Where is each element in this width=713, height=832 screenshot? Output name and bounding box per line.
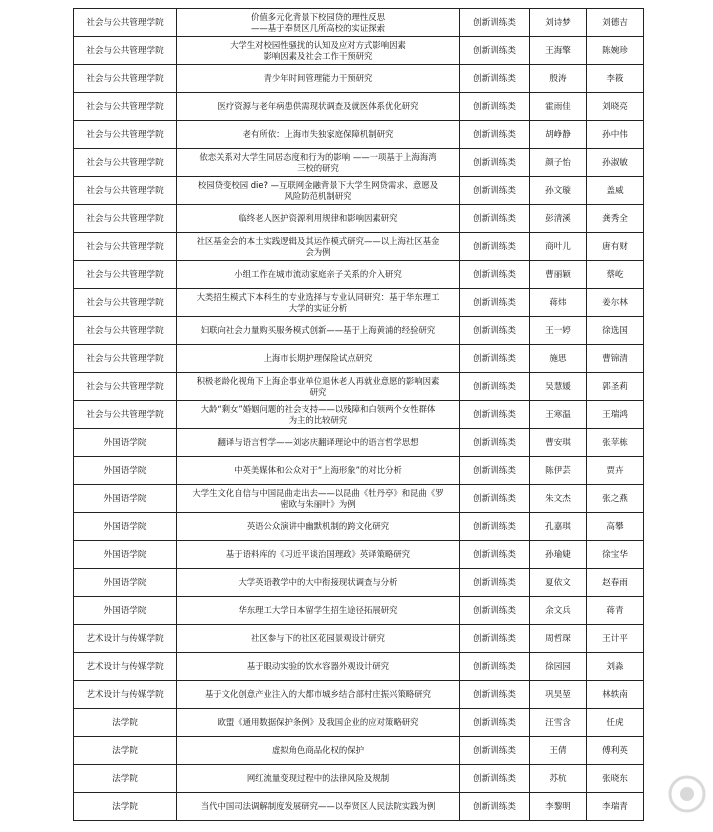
cell-topic: 妇联向社会力量购买服务模式创新——基于上海黄浦的经验研究 <box>177 317 460 345</box>
cell-type: 创新训练类 <box>460 709 530 737</box>
table-row <box>74 681 644 709</box>
cell-advisor: 李瑞青 <box>587 793 644 821</box>
table-row <box>74 569 644 597</box>
table-row <box>74 289 644 317</box>
cell-college: 外国语学院 <box>74 429 177 457</box>
cell-topic: 临终老人医护资源利用规律和影响因素研究 <box>177 205 460 233</box>
cell-type: 创新训练类 <box>460 541 530 569</box>
cell-type: 创新训练类 <box>460 569 530 597</box>
cell-college: 社会与公共管理学院 <box>74 401 177 429</box>
cell-type: 创新训练类 <box>460 65 530 93</box>
cell-type: 创新训练类 <box>460 765 530 793</box>
cell-topic: 当代中国司法调解制度发展研究——以奉贤区人民法院实践为例 <box>177 793 460 821</box>
cell-topic: 虚拟角色商品化权的保护 <box>177 737 460 765</box>
cell-type: 创新训练类 <box>460 93 530 121</box>
cell-type: 创新训练类 <box>460 345 530 373</box>
cell-advisor: 曹锦清 <box>587 345 644 373</box>
cell-topic: 积极老龄化视角下上海企事业单位退休老人再就业意愿的影响因素 研究 <box>177 373 460 401</box>
cell-type: 创新训练类 <box>460 429 530 457</box>
cell-leader: 孙文璇 <box>530 177 587 205</box>
cell-advisor: 陈婉珍 <box>587 37 644 65</box>
cell-college: 艺术设计与传媒学院 <box>74 625 177 653</box>
table-row <box>74 345 644 373</box>
cell-type: 创新训练类 <box>460 597 530 625</box>
cell-topic: 基于眼动实验的饮水容器外观设计研究 <box>177 653 460 681</box>
cell-topic: 大龄“剩女”婚姻问题的社会支持——以残障和白领两个女性群体 为主的比较研究 <box>177 401 460 429</box>
cell-leader: 王海擎 <box>530 37 587 65</box>
cell-type: 创新训练类 <box>460 9 530 37</box>
cell-topic: 校园贷变校园 die? —互联网金融背景下大学生网贷需求、意愿及 风险防范机制研究 <box>177 177 460 205</box>
watermark-icon <box>667 774 707 814</box>
cell-topic: 大学生对校园性骚扰的认知及应对方式影响因素 影响因素及社会工作干预研究 <box>177 37 460 65</box>
cell-advisor: 李筱 <box>587 65 644 93</box>
cell-advisor: 王瑞鸿 <box>587 401 644 429</box>
cell-advisor: 刘晓亮 <box>587 93 644 121</box>
cell-college: 外国语学院 <box>74 569 177 597</box>
cell-college: 社会与公共管理学院 <box>74 9 177 37</box>
cell-advisor: 张之燕 <box>587 485 644 513</box>
cell-advisor: 孙中伟 <box>587 121 644 149</box>
cell-college: 法学院 <box>74 765 177 793</box>
cell-topic: 价值多元化背景下校园贷的理性反思 ——基于奉贤区几所高校的实证探索 <box>177 9 460 37</box>
cell-college: 社会与公共管理学院 <box>74 65 177 93</box>
cell-leader: 徐园园 <box>530 653 587 681</box>
cell-advisor: 王计平 <box>587 625 644 653</box>
cell-leader: 胡峥静 <box>530 121 587 149</box>
cell-advisor: 刘淼 <box>587 653 644 681</box>
cell-topic: 上海市长期护理保险试点研究 <box>177 345 460 373</box>
cell-leader: 李黎明 <box>530 793 587 821</box>
cell-type: 创新训练类 <box>460 205 530 233</box>
cell-college: 法学院 <box>74 737 177 765</box>
table-row <box>74 625 644 653</box>
cell-leader: 蒋炜 <box>530 289 587 317</box>
cell-college: 外国语学院 <box>74 541 177 569</box>
cell-type: 创新训练类 <box>460 457 530 485</box>
cell-leader: 刘诗梦 <box>530 9 587 37</box>
cell-college: 外国语学院 <box>74 457 177 485</box>
project-table <box>73 8 644 821</box>
cell-topic: 大类招生模式下本科生的专业选择与专业认同研究：基于华东理工 大学的实证分析 <box>177 289 460 317</box>
cell-type: 创新训练类 <box>460 793 530 821</box>
table-row <box>74 793 644 821</box>
cell-advisor: 刘德吉 <box>587 9 644 37</box>
cell-type: 创新训练类 <box>460 289 530 317</box>
cell-leader: 朱文杰 <box>530 485 587 513</box>
table-row <box>74 709 644 737</box>
cell-type: 创新训练类 <box>460 373 530 401</box>
cell-leader: 颜子怡 <box>530 149 587 177</box>
table-row <box>74 9 644 37</box>
cell-college: 社会与公共管理学院 <box>74 177 177 205</box>
cell-advisor: 赵春雨 <box>587 569 644 597</box>
cell-advisor: 唐有财 <box>587 233 644 261</box>
cell-advisor: 孙淑敏 <box>587 149 644 177</box>
cell-type: 创新训练类 <box>460 485 530 513</box>
table-row <box>74 485 644 513</box>
cell-leader: 彭清溪 <box>530 205 587 233</box>
table-row <box>74 205 644 233</box>
cell-college: 社会与公共管理学院 <box>74 317 177 345</box>
table-row <box>74 429 644 457</box>
cell-leader: 王寒温 <box>530 401 587 429</box>
cell-advisor: 徐选国 <box>587 317 644 345</box>
cell-type: 创新训练类 <box>460 233 530 261</box>
cell-leader: 孔嘉琪 <box>530 513 587 541</box>
cell-type: 创新训练类 <box>460 737 530 765</box>
cell-advisor: 蒋青 <box>587 597 644 625</box>
cell-advisor: 郭圣莉 <box>587 373 644 401</box>
cell-type: 创新训练类 <box>460 121 530 149</box>
project-table-body <box>74 9 644 821</box>
cell-advisor: 徐宝华 <box>587 541 644 569</box>
cell-leader: 霍雨佳 <box>530 93 587 121</box>
cell-college: 社会与公共管理学院 <box>74 121 177 149</box>
table-row <box>74 597 644 625</box>
cell-advisor: 贾卉 <box>587 457 644 485</box>
cell-topic: 社区参与下的社区花园景观设计研究 <box>177 625 460 653</box>
cell-leader: 苏杭 <box>530 765 587 793</box>
cell-college: 社会与公共管理学院 <box>74 373 177 401</box>
cell-type: 创新训练类 <box>460 401 530 429</box>
cell-college: 社会与公共管理学院 <box>74 261 177 289</box>
cell-advisor: 姜尔林 <box>587 289 644 317</box>
cell-topic: 中英美媒体和公众对于“上海形象”的对比分析 <box>177 457 460 485</box>
cell-college: 法学院 <box>74 709 177 737</box>
cell-topic: 老有所依：上海市失独家庭保障机制研究 <box>177 121 460 149</box>
cell-college: 外国语学院 <box>74 485 177 513</box>
cell-type: 创新训练类 <box>460 37 530 65</box>
cell-college: 社会与公共管理学院 <box>74 149 177 177</box>
cell-leader: 汪雪含 <box>530 709 587 737</box>
table-row <box>74 37 644 65</box>
cell-leader: 夏依文 <box>530 569 587 597</box>
table-row <box>74 765 644 793</box>
cell-topic: 网红流量变现过程中的法律风险及规制 <box>177 765 460 793</box>
cell-topic: 华东理工大学日本留学生招生途径拓展研究 <box>177 597 460 625</box>
cell-type: 创新训练类 <box>460 177 530 205</box>
cell-advisor: 龚秀全 <box>587 205 644 233</box>
cell-college: 社会与公共管理学院 <box>74 233 177 261</box>
table-row <box>74 653 644 681</box>
cell-type: 创新训练类 <box>460 681 530 709</box>
table-row <box>74 541 644 569</box>
cell-advisor: 张苹栋 <box>587 429 644 457</box>
cell-advisor: 盖威 <box>587 177 644 205</box>
cell-advisor: 傅利英 <box>587 737 644 765</box>
cell-college: 外国语学院 <box>74 597 177 625</box>
cell-topic: 欧盟《通用数据保护条例》及我国企业的应对策略研究 <box>177 709 460 737</box>
table-row <box>74 513 644 541</box>
project-list-sheet <box>73 8 643 821</box>
table-row <box>74 317 644 345</box>
cell-leader: 商叶儿 <box>530 233 587 261</box>
cell-leader: 曹安琪 <box>530 429 587 457</box>
cell-leader: 陈伊芸 <box>530 457 587 485</box>
table-row <box>74 261 644 289</box>
cell-type: 创新训练类 <box>460 261 530 289</box>
cell-topic: 英语公众演讲中幽默机制的跨文化研究 <box>177 513 460 541</box>
cell-topic: 依恋关系对大学生同居态度和行为的影响 ——一项基于上海海湾 三校的研究 <box>177 149 460 177</box>
cell-college: 社会与公共管理学院 <box>74 205 177 233</box>
table-row <box>74 93 644 121</box>
cell-college: 社会与公共管理学院 <box>74 93 177 121</box>
cell-type: 创新训练类 <box>460 513 530 541</box>
cell-topic: 小组工作在城市流动家庭亲子关系的介入研究 <box>177 261 460 289</box>
cell-college: 艺术设计与传媒学院 <box>74 653 177 681</box>
cell-college: 艺术设计与传媒学院 <box>74 681 177 709</box>
cell-leader: 周哲琛 <box>530 625 587 653</box>
cell-topic: 医疗资源与老年病患供需现状调查及就医体系优化研究 <box>177 93 460 121</box>
cell-leader: 吴慧媛 <box>530 373 587 401</box>
cell-college: 社会与公共管理学院 <box>74 289 177 317</box>
cell-leader: 巩昊堃 <box>530 681 587 709</box>
cell-topic: 基于语料库的《习近平谈治国理政》英译策略研究 <box>177 541 460 569</box>
cell-topic: 翻译与语言哲学——刘宓庆翻译理论中的语言哲学思想 <box>177 429 460 457</box>
cell-topic: 大学生文化自信与中国昆曲走出去——以昆曲《牡丹亭》和昆曲《罗 密欧与朱丽叶》为例 <box>177 485 460 513</box>
cell-advisor: 蔡屹 <box>587 261 644 289</box>
cell-type: 创新训练类 <box>460 149 530 177</box>
table-row <box>74 457 644 485</box>
table-row <box>74 65 644 93</box>
cell-advisor: 高攀 <box>587 513 644 541</box>
table-row <box>74 373 644 401</box>
table-row <box>74 737 644 765</box>
cell-leader: 孙瑜婕 <box>530 541 587 569</box>
cell-topic: 社区基金会的本土实践逻辑及其运作模式研究——以上海社区基金 会为例 <box>177 233 460 261</box>
cell-leader: 余文兵 <box>530 597 587 625</box>
cell-advisor: 任虎 <box>587 709 644 737</box>
cell-leader: 王一婷 <box>530 317 587 345</box>
cell-leader: 曹丽颖 <box>530 261 587 289</box>
cell-advisor: 张晓东 <box>587 765 644 793</box>
cell-leader: 施思 <box>530 345 587 373</box>
table-row <box>74 149 644 177</box>
table-row <box>74 121 644 149</box>
cell-leader: 殷涛 <box>530 65 587 93</box>
cell-type: 创新训练类 <box>460 625 530 653</box>
cell-college: 社会与公共管理学院 <box>74 37 177 65</box>
cell-leader: 王倩 <box>530 737 587 765</box>
cell-type: 创新训练类 <box>460 653 530 681</box>
cell-topic: 基于文化创意产业注入的大都市城乡结合部村庄振兴策略研究 <box>177 681 460 709</box>
table-row <box>74 177 644 205</box>
table-row <box>74 401 644 429</box>
cell-college: 法学院 <box>74 793 177 821</box>
cell-college: 外国语学院 <box>74 513 177 541</box>
table-row <box>74 233 644 261</box>
cell-topic: 青少年时间管理能力干预研究 <box>177 65 460 93</box>
cell-college: 社会与公共管理学院 <box>74 345 177 373</box>
cell-topic: 大学英语教学中的大中衔接现状调查与分析 <box>177 569 460 597</box>
cell-advisor: 林轶南 <box>587 681 644 709</box>
cell-type: 创新训练类 <box>460 317 530 345</box>
